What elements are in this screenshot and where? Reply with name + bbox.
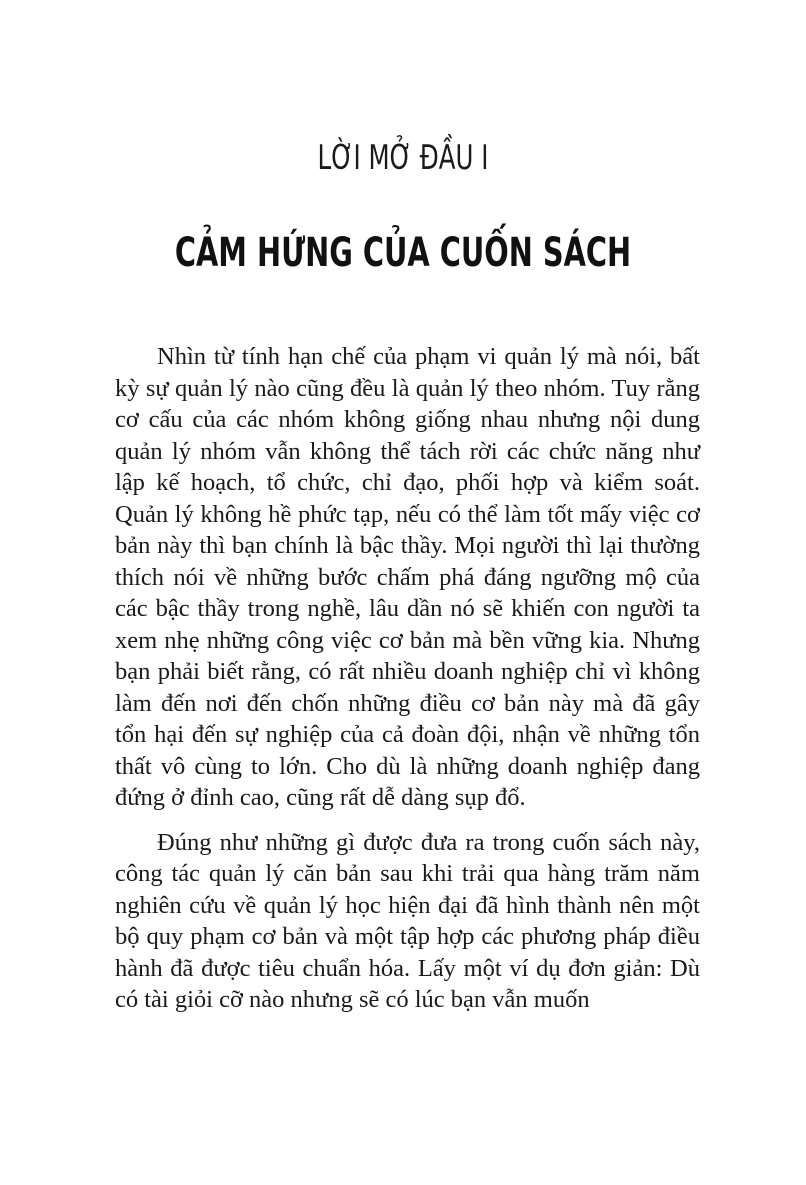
chapter-title: CẢM HỨNG CỦA CUỐN SÁCH (174, 230, 632, 276)
body-text (115, 341, 700, 1029)
paragraph: Đúng như những gì được đưa ra trong cuốn sách này, công tác quản lý căn bản sau khi trải qua hàng trăm năm nghiên cứu về quản lý học hiện đại đã hình thành nên một bộ quy phạm cơ bản và một tập hợp các phương pháp điều hành đã được tiêu chuẩn hóa. Lấy một ví dụ đơn giản: Dù có tài giỏi cỡ nào nhưng sẽ có lúc bạn vẫn muốn (115, 828, 700, 1013)
section-kicker: LỜI MỞ ĐẦU I (317, 138, 489, 178)
paragraph: Nhìn từ tính hạn chế của phạm vi quản lý mà nói, bất kỳ sự quản lý nào cũng đều là quản lý theo nhóm. Tuy rằng cơ cấu của các nhóm không giống nhau nhưng nội dung quản lý nhóm vẫn không thể tách rời các chức năng như lập kế hoạch, tổ chức, chỉ đạo, phối hợp và kiểm soát. Quản lý không hề phức tạp, nếu có thể làm tốt mấy việc cơ bản này thì bạn chính là bậc thầy. Mọi người thì lại thường thích nói về những bước chấm phá đáng ngưỡng mộ của các bậc thầy trong nghề, lâu dần nó sẽ khiến con người ta xem nhẹ những công việc cơ bản mà bền vững kia. Nhưng bạn phải biết rằng, có rất nhiều doanh nghiệp chỉ vì không làm đến nơi đến chốn những điều cơ bản này mà đã gây tổn hại đến sự nghiệp của cả đoàn đội, nhận về những tổn thất vô cùng to lớn. Cho dù là những doanh nghiệp đang đứng ở đỉnh cao, cũng rất dễ dàng sụp đổ. (115, 343, 700, 811)
